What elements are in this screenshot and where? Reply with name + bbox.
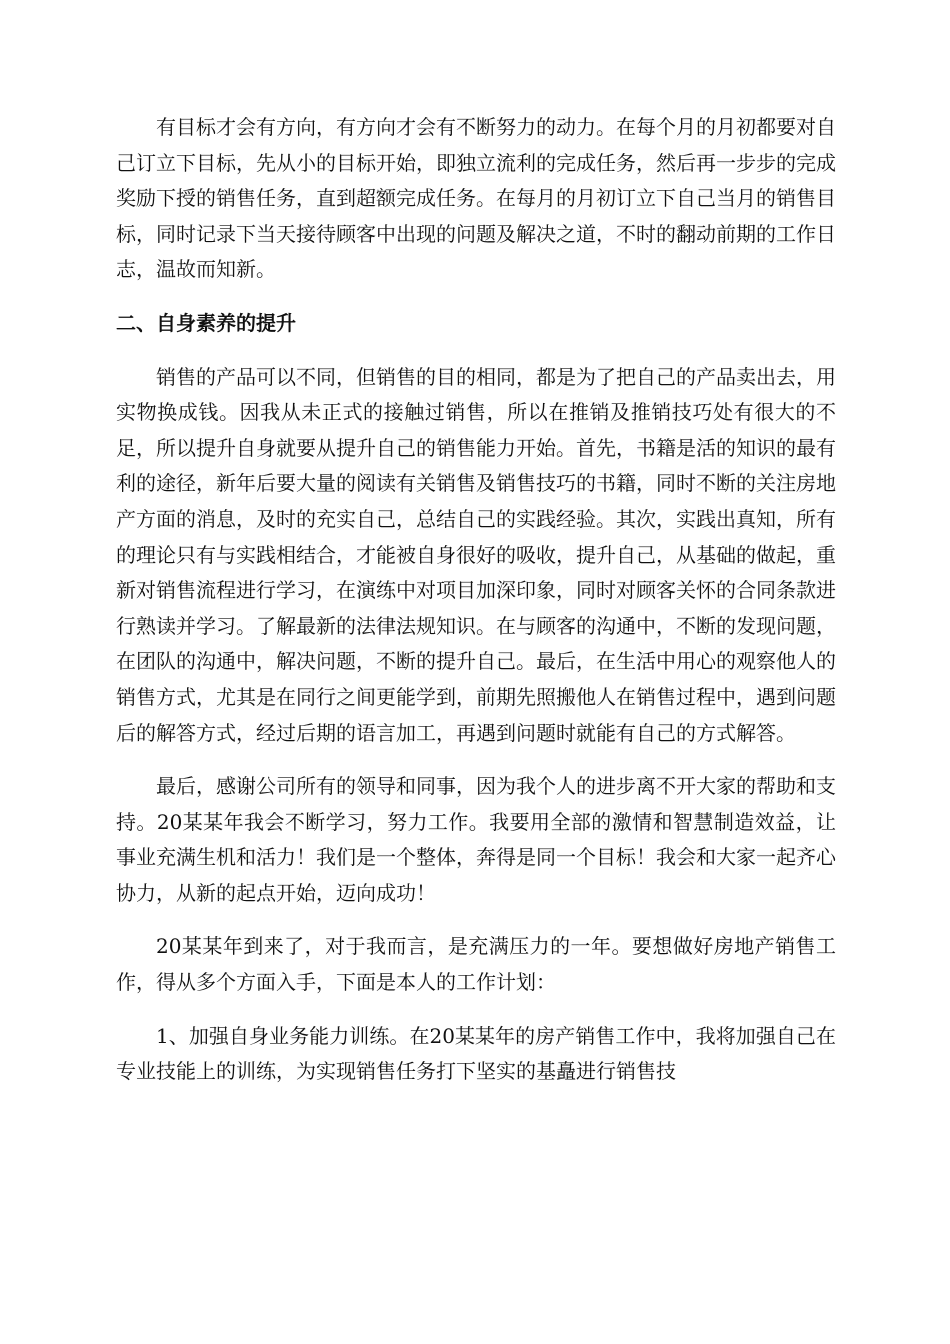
section-heading: 二、自身素养的提升 xyxy=(116,310,296,335)
paragraph-plan-item-1: 1、加强自身业务能力训练。在20某某年的房产销售工作中，我将加强自己在专业技能上的训练，为实现销售任务打下坚实的基矗进行销售技 xyxy=(116,1023,836,1084)
paragraph-goals: 有目标才会有方向，有方向才会有不断努力的动力。在每个月的月初都要对自己订立下目标，先从小的目标开始，即独立流利的完成任务，然后再一步步的完成奖励下授的销售任务，直到超额完成任务。在每月的月初订立下自己当月的销售目标，同时记录下当天接待顾客中出现的问题及解决之道，不时的翻动前期的工作日志，温故而知新。 xyxy=(116,115,836,282)
paragraph-thanks: 最后，感谢公司所有的领导和同事，因为我个人的进步离不开大家的帮助和支持。20某某年我会不断学习，努力工作。我要用全部的激情和智慧制造效益，让事业充满生机和活力！我们是一个整体，奔得是同一个目标！我会和大家一起齐心协力，从新的起点开始，迈向成功！ xyxy=(116,774,836,905)
paragraph-self-improvement: 销售的产品可以不同，但销售的目的相同，都是为了把自己的产品卖出去，用实物换成钱。因我从未正式的接触过销售，所以在推销及推销技巧处有很大的不足，所以提升自身就要从提升自己的销售能力开始。首先，书籍是活的知识的最有利的途径，新年后要大量的阅读有关销售及销售技巧的书籍，同时不断的关注房地产方面的消息，及时的充实自己，总结自己的实践经验。其次，实践出真知，所有的理论只有与实践相结合，才能被自身很好的吸收，提升自己，从基础的做起，重新对销售流程进行学习，在演练中对项目加深印象，同时对顾客关怀的合同条款进行熟读并学习。了解最新的法律法规知识。在与顾客的沟通中，不断的发现问题，在团队的沟通中，解决问题，不断的提升自己。最后，在生活中用心的观察他人的销售方式，尤其是在同行之间更能学到，前期先照搬他人在销售过程中，遇到问题后的解答方式，经过后期的语言加工，再遇到问题时就能有自己的方式解答。 xyxy=(116,364,836,745)
document-body xyxy=(116,110,836,1108)
paragraph-plan-intro: 20某某年到来了，对于我而言，是充满压力的一年。要想做好房地产销售工作，得从多个方面入手，下面是本人的工作计划： xyxy=(116,934,836,995)
